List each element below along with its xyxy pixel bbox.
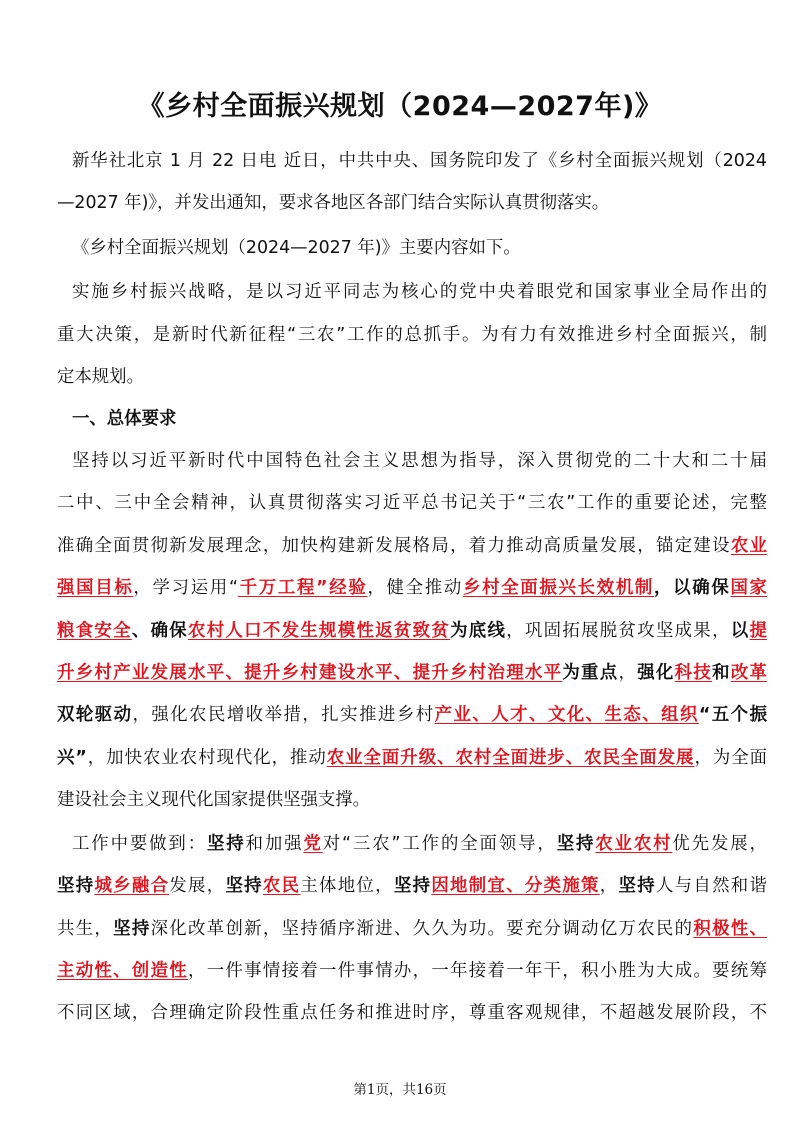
bold-text: 坚持 — [393, 876, 432, 896]
bold-text: 强化 — [637, 663, 675, 683]
highlight-text: 农业农村 — [595, 834, 673, 854]
body-text: ， — [618, 663, 638, 683]
bold-text: 坚持 — [225, 876, 263, 896]
body-text: 定本规划。 — [57, 367, 144, 387]
page-number: 第1页，共16页 — [353, 1082, 447, 1098]
body-text: 发展， — [169, 876, 226, 896]
highlight-text: 农村人口不发生规模性返贫致贫 — [188, 621, 451, 641]
bold-text: 坚持 — [207, 834, 246, 854]
text-line — [72, 150, 767, 172]
text-line — [57, 1002, 767, 1024]
text-line — [57, 662, 767, 684]
body-text: ，为全面 — [694, 748, 767, 768]
document-title: 《乡村全面振兴规划（2024—2027年)》 — [137, 91, 663, 122]
bold-text: ，以确保 — [654, 578, 731, 598]
bold-text: 和 — [712, 663, 731, 683]
bold-text: 坚持 — [556, 834, 596, 854]
body-text: 二中、三中全会精神，认真贯彻落实习近平总书记关于“三农”工作的重要论述，完整 — [57, 493, 767, 513]
highlight-text: 改革 — [730, 663, 767, 683]
text-line — [72, 281, 767, 303]
section-heading — [72, 408, 767, 430]
highlight-text: 农民 — [262, 876, 301, 896]
body-text: —2027 年)》，并发出通知，要求各地区各部门结合实际认真贯彻落实。 — [57, 193, 610, 213]
body-text: 人与自然和谐 — [655, 876, 767, 896]
body-text: ， — [599, 876, 619, 896]
highlight-text: 积极性、 — [693, 919, 767, 939]
highlight-text: 农业 — [730, 536, 767, 556]
bold-text: 坚持 — [57, 876, 95, 896]
bold-text: “五个振 — [698, 705, 767, 725]
text-line — [57, 620, 767, 642]
body-text: 建设社会主义现代化国家提供坚强支撑。 — [57, 790, 371, 810]
text-line — [57, 192, 767, 214]
highlight-text: 主动性、创造性 — [57, 961, 189, 981]
text-line — [57, 704, 767, 726]
body-text: 工作中要做到： — [72, 834, 207, 854]
body-text: 和加强 — [245, 834, 304, 854]
text-line — [57, 918, 767, 940]
body-text: 准确全面贯彻新发展理念，加快构建新发展格局，着力推动高质量发展，锚定建设 — [57, 536, 731, 556]
text-line — [57, 366, 767, 388]
highlight-text: 农业全面升级、农村全面进步、农民全面发展 — [326, 748, 695, 768]
highlight-text: 城乡融合 — [94, 876, 170, 896]
bold-text: 为重点 — [562, 663, 619, 683]
body-text: 重大决策，是新时代新征程“三农”工作的总抓手。为有力有效推进乡村全面振兴，制 — [57, 325, 767, 345]
body-text: ，一件事情接着一件事情办，一年接着一年干，积小胜为大成。要统筹 — [188, 961, 767, 981]
bold-text: 、确保 — [131, 621, 189, 641]
highlight-text: 乡村全面振兴长效机制 — [462, 578, 655, 598]
bold-text: 为底线 — [450, 621, 507, 641]
text-line — [57, 535, 767, 557]
bold-text: 以 — [730, 621, 750, 641]
highlight-text: 千万工程”经验 — [237, 578, 368, 598]
text-line — [57, 875, 767, 897]
highlight-text: 提 — [749, 621, 767, 641]
highlight-text: 党 — [303, 834, 323, 854]
body-text: 对“三农”工作的全面领导， — [322, 834, 557, 854]
highlight-text: 升乡村产业发展水平、提升乡村建设水平、提升乡村治理水平 — [57, 663, 563, 683]
text-line — [57, 324, 767, 346]
body-text: 优先发展， — [672, 834, 767, 854]
body-text: 坚持以习近平新时代中国特色社会主义思想为指导，深入贯彻党的二十大和二十届 — [72, 451, 767, 471]
body-text: ，加快农业农村现代化，推动 — [86, 748, 327, 768]
body-text: 主体地位， — [300, 876, 394, 896]
bold-text: 坚持 — [113, 919, 151, 939]
body-text: ，健全推动 — [367, 578, 463, 598]
bold-text: 双轮驱动 — [57, 705, 133, 725]
body-text: 新华社北京 1 月 22 日电 近日，中共中央、国务院印发了《乡村全面振兴规划（2024 — [72, 151, 767, 171]
body-text: 实施乡村振兴战略，是以习近平同志为核心的党中央着眼党和国家事业全局作出的 — [72, 282, 767, 302]
body-text: 《乡村全面振兴规划（2024—2027 年)》主要内容如下。 — [72, 238, 521, 258]
body-text: 共生， — [57, 919, 114, 939]
body-text: ，强化农民增收举措，扎实推进乡村 — [132, 705, 435, 725]
bold-text: 坚持 — [618, 876, 656, 896]
body-text: ，学习运用“ — [133, 578, 238, 598]
highlight-text: 强国目标 — [57, 578, 134, 598]
text-line — [72, 450, 767, 472]
highlight-text: 因地制宜、分类施策 — [431, 876, 600, 896]
text-line — [57, 960, 767, 982]
body-text: 深化改革创新，坚持循序渐进、久久为功。要充分调动亿万农民的 — [150, 919, 694, 939]
text-line — [57, 747, 767, 769]
text-line — [72, 237, 767, 259]
highlight-text: 粮食安全 — [57, 621, 132, 641]
highlight-text: 产业、人才、文化、生态、组织 — [434, 705, 699, 725]
body-text: 一、总体要求 — [72, 409, 177, 429]
bold-text: 兴” — [57, 748, 87, 768]
body-text: ，巩固拓展脱贫攻坚成果， — [506, 621, 731, 641]
text-line — [57, 789, 767, 811]
highlight-text: 科技 — [674, 663, 713, 683]
text-line — [57, 577, 767, 599]
text-line — [72, 833, 767, 855]
text-line — [57, 492, 767, 514]
highlight-text: 国家 — [730, 578, 767, 598]
body-text: 不同区域，合理确定阶段性重点任务和推进时序，尊重客观规律，不超越发展阶段，不 — [57, 1003, 767, 1023]
